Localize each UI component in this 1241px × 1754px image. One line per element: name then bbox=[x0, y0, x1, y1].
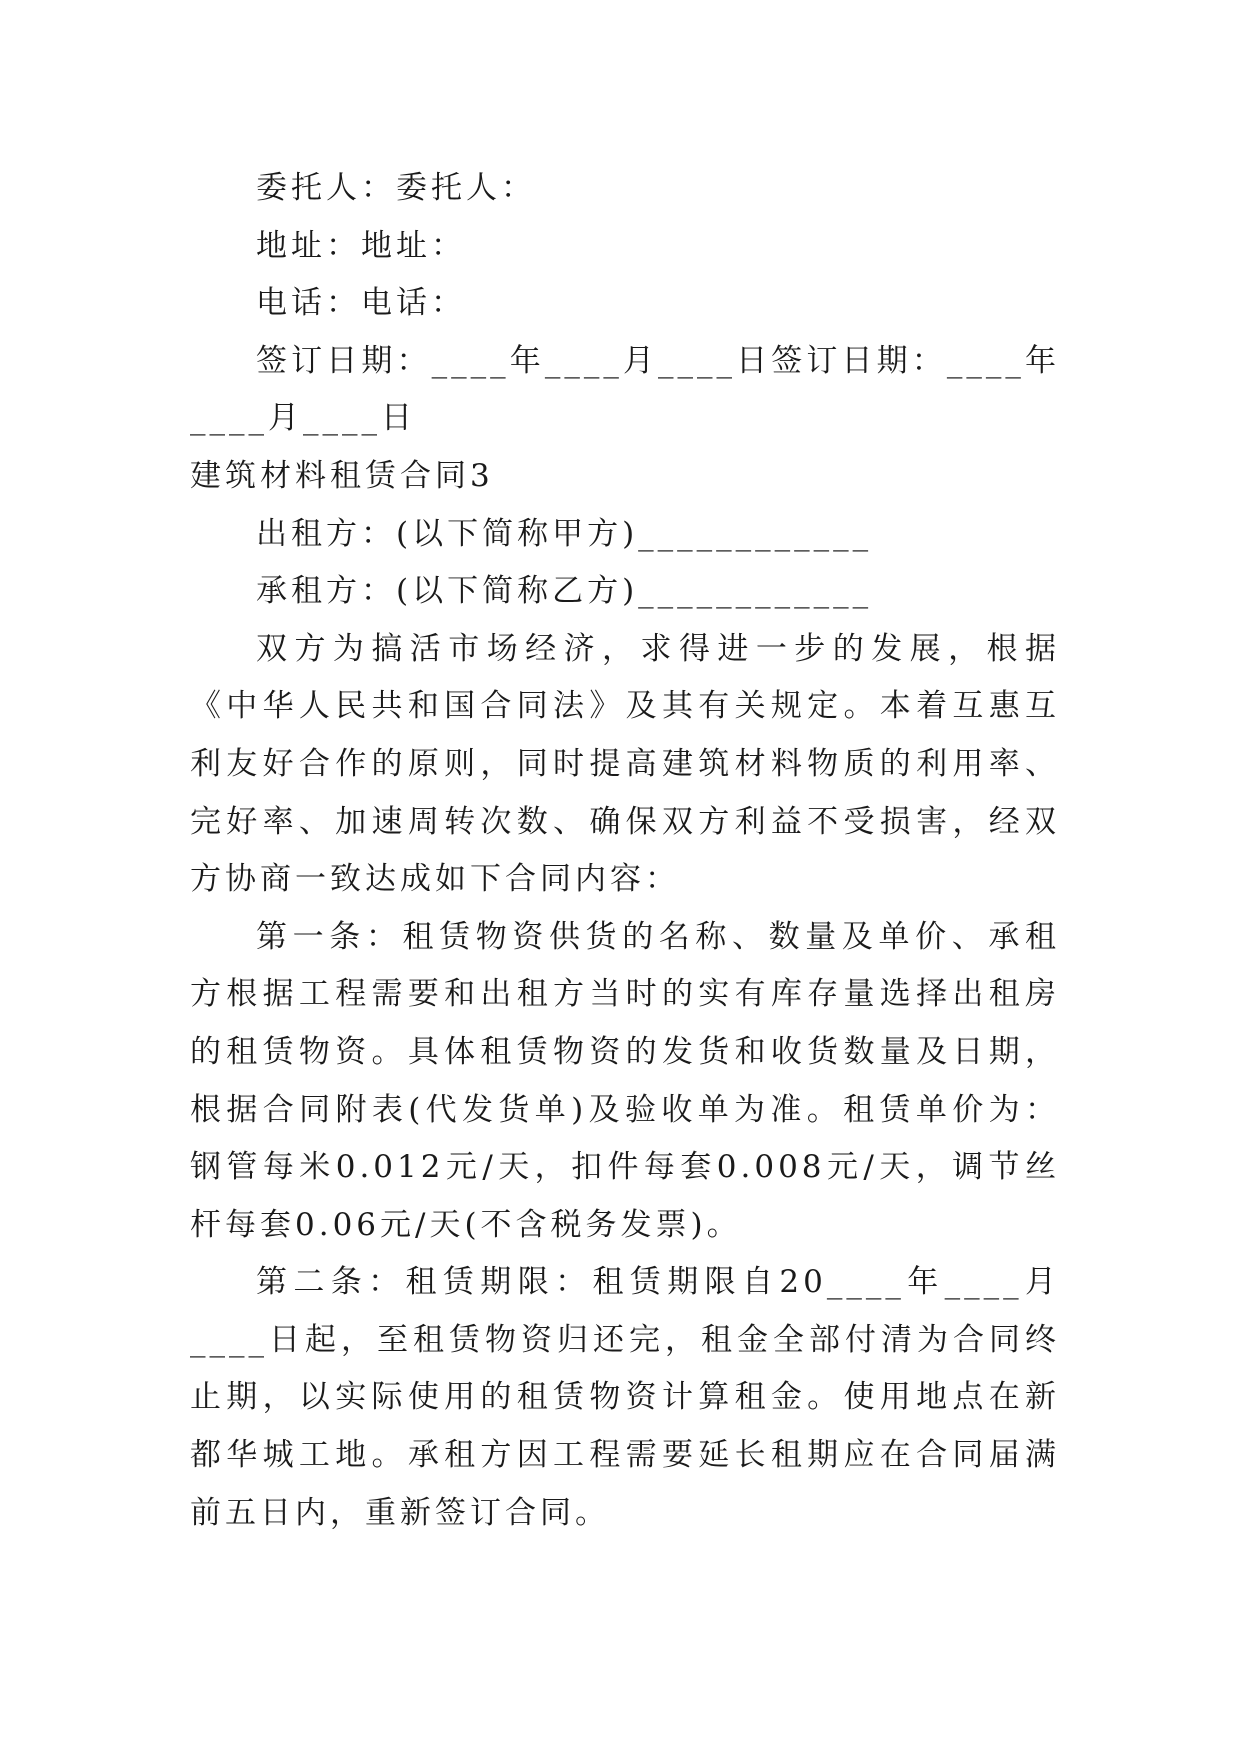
phone-line: 电话：电话： bbox=[256, 285, 466, 322]
intro-paragraph: 双方为搞活市场经济，求得进一步的发展，根据《中华人民共和国合同法》及其有关规定。本着互惠互利友好合作的原则，同时提高建筑材料物质的利用率、完好率、加速周转次数、确保双方利益不受损害，经双方协商一致达成如下合同内容： bbox=[190, 630, 1060, 898]
sign-date-line: 签订日期：____年____月____日签订日期：____年____月____日 bbox=[190, 342, 1060, 437]
document-body bbox=[190, 160, 1060, 1542]
article-2-paragraph: 第二条：租赁期限：租赁期限自20____年____月____日起，至租赁物资归还完，租金全部付清为合同终止期，以实际使用的租赁物资计算租金。使用地点在新都华城工地。承租方因工程需要延长租期应在合同届满前五日内，重新签订合同。 bbox=[190, 1264, 1060, 1531]
article-1-paragraph: 第一条：租赁物资供货的名称、数量及单价、承租方根据工程需要和出租方当时的实有库存量选择出租房的租赁物资。具体租赁物资的发货和收货数量及日期，根据合同附表(代发货单)及验收单为准。租赁单价为：钢管每米0.012元/天，扣件每套0.008元/天，调节丝杆每套0.06元/天(不含税务发票)。 bbox=[190, 918, 1060, 1243]
lessee-line: 承租方：(以下简称乙方)____________ bbox=[256, 573, 873, 610]
client-line: 委托人：委托人： bbox=[256, 170, 536, 206]
contract-title: 建筑材料租赁合同3 bbox=[190, 457, 494, 494]
lessor-line: 出租方：(以下简称甲方)____________ bbox=[256, 515, 873, 552]
address-line: 地址：地址： bbox=[256, 227, 466, 264]
